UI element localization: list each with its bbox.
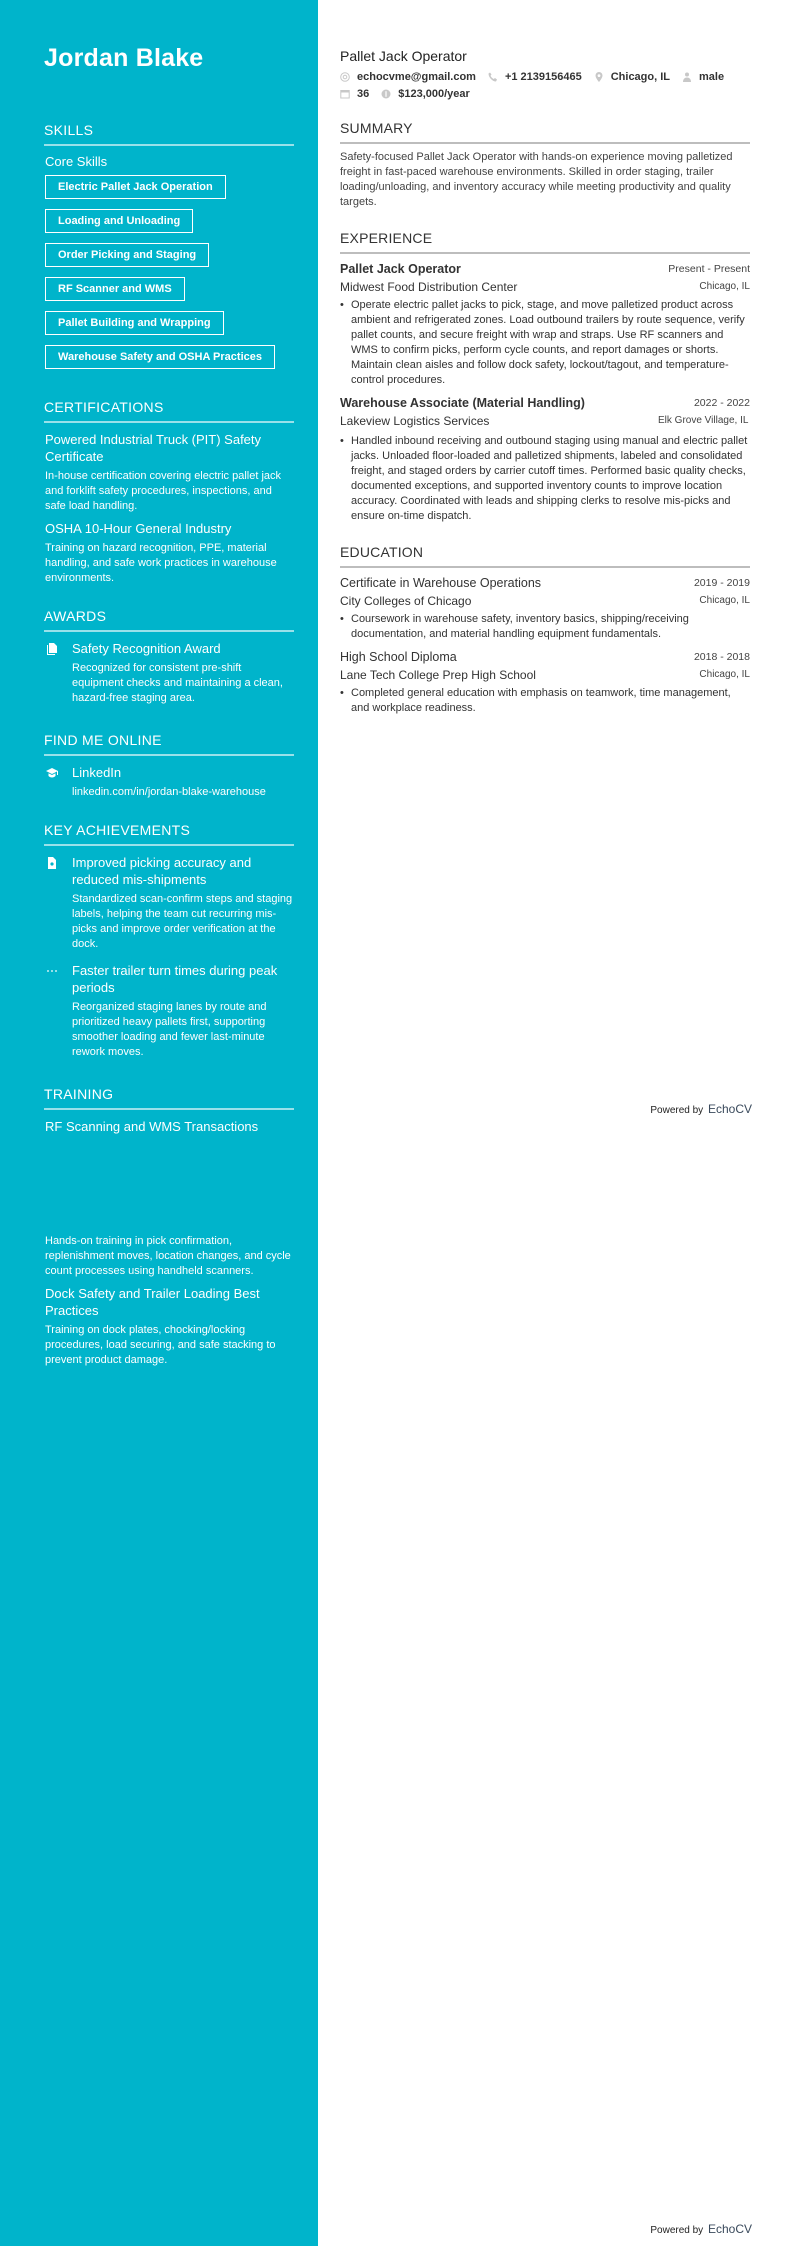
section-title-certifications: CERTIFICATIONS xyxy=(44,399,294,423)
job-location: Chicago, IL xyxy=(699,281,750,292)
powered-by-footer-page2: Powered by EchoCV xyxy=(650,2222,752,2236)
phone-icon xyxy=(488,72,498,82)
page-break-gap xyxy=(44,1139,294,1234)
section-title-education: EDUCATION xyxy=(340,544,750,568)
section-title-awards: AWARDS xyxy=(44,608,294,632)
calendar-icon xyxy=(340,89,350,99)
education-bullet: • Completed general education with emphasis on teamwork, time management, and workplace readiness. xyxy=(340,686,750,716)
ellipsis-icon xyxy=(44,962,72,1064)
section-title-online: FIND ME ONLINE xyxy=(44,732,294,756)
education-dates: 2018 - 2018 xyxy=(693,651,750,663)
section-title-experience: EXPERIENCE xyxy=(340,230,750,254)
training-description: Hands-on training in pick confirmation, replenishment moves, location changes, and cycle count processes using handheld scanners. xyxy=(45,1235,291,1277)
summary-section xyxy=(340,120,750,210)
skills-subtitle: Core Skills xyxy=(45,154,108,169)
contact-location: Chicago, IL xyxy=(594,71,670,83)
candidate-name: Jordan Blake xyxy=(44,44,204,72)
skill-chip: Warehouse Safety and OSHA Practices xyxy=(45,345,275,369)
at-icon xyxy=(340,72,350,82)
section-title-skills: SKILLS xyxy=(44,122,294,146)
skill-chip: Pallet Building and Wrapping xyxy=(45,311,224,335)
education-dates: 2019 - 2019 xyxy=(693,577,750,589)
skill-chip: RF Scanner and WMS xyxy=(45,277,185,301)
experience-section xyxy=(340,230,750,524)
contact-age: 36 xyxy=(340,88,369,100)
award-description: Recognized for consistent pre-shift equipment checks and maintaining a clean, hazard-free staging area. xyxy=(72,662,283,704)
achievement-title: Faster trailer turn times during peak periods xyxy=(72,963,278,995)
job-dates: Present - Present xyxy=(668,263,750,275)
contact-info xyxy=(340,71,750,100)
sidebar xyxy=(0,0,318,2246)
job-title: Warehouse Associate (Material Handling) xyxy=(340,396,585,410)
contact-email[interactable]: echocvme@gmail.com xyxy=(340,71,476,83)
location-pin-icon xyxy=(594,72,604,82)
training-section xyxy=(44,1086,294,1368)
linkedin-link[interactable]: linkedin.com/in/jordan-blake-warehouse xyxy=(72,786,266,798)
education-bullet: • Coursework in warehouse safety, inventory basics, shipping/receiving documentation, and material handling equipment fundamentals. xyxy=(340,612,750,642)
online-section xyxy=(44,732,294,800)
education-location: Chicago, IL xyxy=(699,669,750,680)
experience-entry xyxy=(340,260,750,388)
contact-gender: male xyxy=(682,71,724,83)
education-entry xyxy=(340,574,750,642)
experience-entry xyxy=(340,394,750,524)
job-title: Pallet Jack Operator xyxy=(340,262,461,276)
training-description: Training on dock plates, chocking/locking procedures, load securing, and safe stacking to prevent product damage. xyxy=(45,1324,276,1366)
skill-chip: Electric Pallet Jack Operation xyxy=(45,175,226,199)
degree-title: High School Diploma xyxy=(340,650,457,664)
job-role: Pallet Jack Operator xyxy=(340,48,467,64)
certification-title: Powered Industrial Truck (PIT) Safety Certificate xyxy=(45,432,262,464)
file-search-icon xyxy=(44,854,72,956)
section-title-achievements: KEY ACHIEVEMENTS xyxy=(44,822,294,846)
online-profile-title: LinkedIn xyxy=(72,765,122,780)
job-dates: 2022 - 2022 xyxy=(693,397,750,409)
document-icon xyxy=(44,640,72,710)
degree-title: Certificate in Warehouse Operations xyxy=(340,576,542,590)
institution: Lane Tech College Prep High School xyxy=(340,668,536,682)
achievements-section xyxy=(44,822,294,1064)
certifications-section xyxy=(44,399,294,586)
job-bullet: • Handled inbound receiving and outbound staging using manual and electric pallet jacks. Unloaded floor-loaded and palletized shipments, labeled and consolidated freight, and staged orders by carrier cutoff times. Performed basic quality checks, documented exceptions, and supported inventory counts to improve location accuracy. Coordinated with leads and shipping clerks to resolve mis-picks and ensure on-time dispatch. xyxy=(340,434,750,524)
job-location: Elk Grove Village, IL xyxy=(658,415,749,426)
job-bullet: • Operate electric pallet jacks to pick, stage, and move palletized product across ambient and refrigerated zones. Load outbound trailers by route sequence, verify pallet counts, and secure freight with wrap and straps. Use RF scanners and WMS to confirm picks, perform cycle counts, and report damages or shorts. Maintain clean aisles and follow dock safety, lockout/tagout, and temperature-control procedures. xyxy=(340,298,750,388)
training-title: RF Scanning and WMS Transactions xyxy=(45,1119,259,1134)
achievement-title: Improved picking accuracy and reduced mis-shipments xyxy=(72,855,252,887)
section-title-training: TRAINING xyxy=(44,1086,294,1110)
achievement-description: Standardized scan-confirm steps and staging labels, helping the team cut recurring mis-picks and improve order verification at the dock. xyxy=(72,893,293,950)
education-location: Chicago, IL xyxy=(699,595,750,606)
training-title: Dock Safety and Trailer Loading Best Practices xyxy=(45,1286,260,1318)
institution: City Colleges of Chicago xyxy=(340,594,472,608)
awards-section xyxy=(44,608,294,710)
skills-section xyxy=(44,122,294,377)
achievement-item xyxy=(44,962,294,1064)
money-icon xyxy=(381,89,391,99)
online-profile-item xyxy=(44,764,294,800)
summary-text: Safety-focused Pallet Jack Operator with hands-on experience moving palletized freight in fast-paced warehouse environments. Skilled in order staging, trailer loading/unloading, and inventory accuracy while meeting productivity and quality targets. xyxy=(340,151,733,208)
skill-chips xyxy=(44,173,294,377)
award-title: Safety Recognition Award xyxy=(72,641,221,656)
main-content xyxy=(340,48,750,722)
certification-description: Training on hazard recognition, PPE, material handling, and safe work practices in warehouse environments. xyxy=(45,542,277,584)
contact-salary: $123,000/year xyxy=(381,88,470,100)
certification-description: In-house certification covering electric pallet jack and forklift safety procedures, inspections, and safe load handling. xyxy=(45,470,282,512)
section-title-summary: SUMMARY xyxy=(340,120,750,144)
brand-link[interactable]: EchoCV xyxy=(707,1102,752,1116)
graduation-cap-icon xyxy=(44,764,72,800)
powered-by-footer-page1: Powered by EchoCV xyxy=(650,1102,752,1116)
person-icon xyxy=(682,72,692,82)
education-entry xyxy=(340,648,750,716)
brand-link[interactable]: EchoCV xyxy=(707,2222,752,2236)
award-item xyxy=(44,640,294,710)
skill-chip: Loading and Unloading xyxy=(45,209,193,233)
achievement-description: Reorganized staging lanes by route and prioritized heavy pallets first, supporting smoother loading and fewer last-minute rework moves. xyxy=(72,1001,267,1058)
employer: Lakeview Logistics Services xyxy=(340,414,490,428)
achievement-item xyxy=(44,854,294,956)
employer: Midwest Food Distribution Center xyxy=(340,280,518,294)
education-section xyxy=(340,544,750,716)
contact-phone[interactable]: +1 2139156465 xyxy=(488,71,582,83)
skill-chip: Order Picking and Staging xyxy=(45,243,209,267)
certification-title: OSHA 10-Hour General Industry xyxy=(45,521,232,536)
